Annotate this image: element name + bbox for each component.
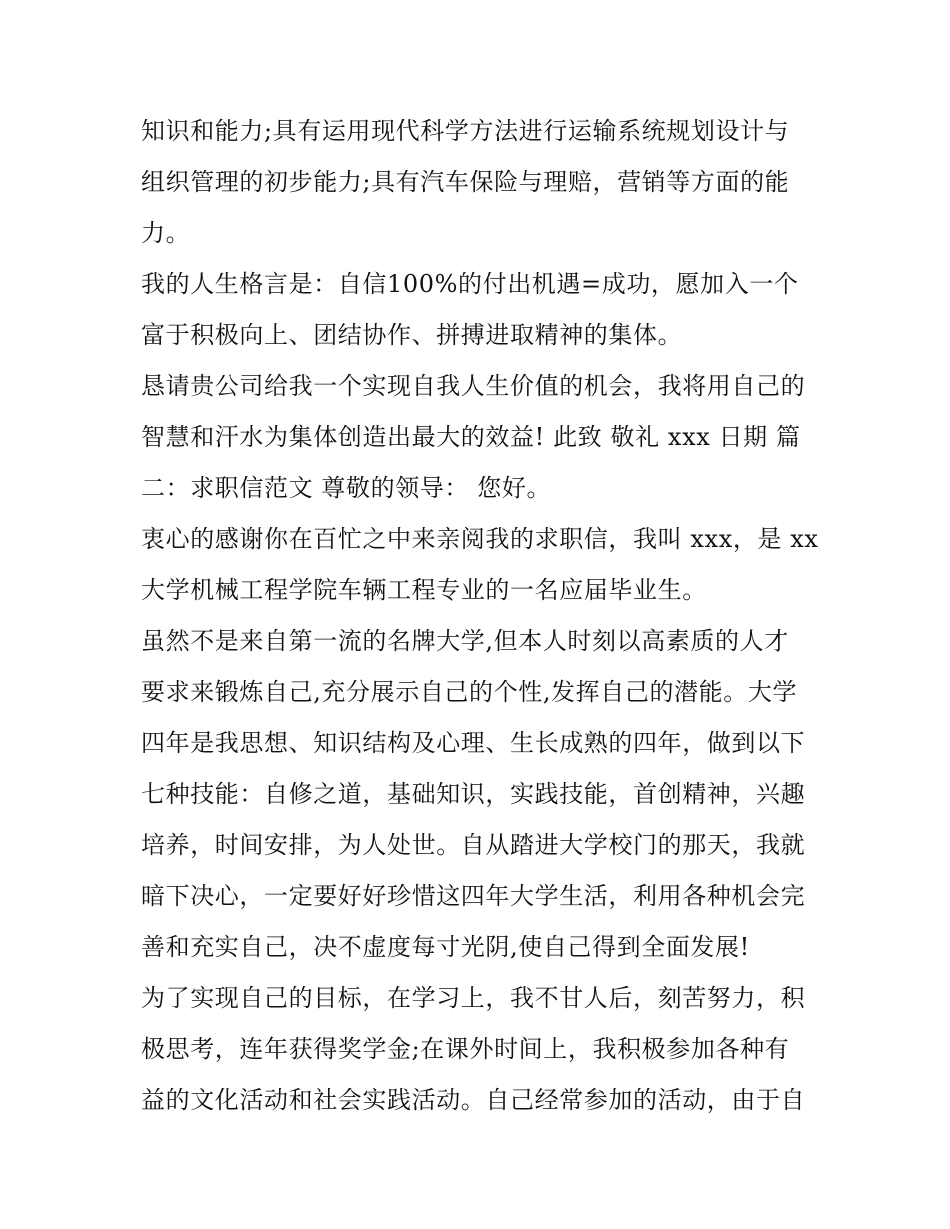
text-line: 知识和能力;具有运用现代科学方法进行运输系统规划设计与 — [141, 117, 790, 145]
text-line: 组织管理的初步能力;具有汽车保险与理赔，营销等方面的能 — [141, 168, 790, 196]
text-line: 为了实现自己的目标，在学习上，我不甘人后，刻苦努力，积 — [141, 984, 806, 1012]
text-line: 培养，时间安排，为人处世。自从踏进大学校门的那天，我就 — [141, 831, 806, 859]
text-line: 力。 — [141, 219, 191, 247]
text-line: 四年是我思想、知识结构及心理、生长成熟的四年，做到以下 — [141, 729, 806, 757]
text-line: 恳请贵公司给我一个实现自我人生价值的机会，我将用自己的 — [141, 372, 806, 400]
document-body — [141, 106, 821, 1126]
text-line: 二：求职信范文 尊敬的领导： 您好。 — [141, 474, 552, 502]
text-line: 暗下决心，一定要好好珍惜这四年大学生活，利用各种机会完 — [141, 882, 806, 910]
text-line: 虽然不是来自第一流的名牌大学,但本人时刻以高素质的人才 — [141, 627, 789, 655]
text-line: 益的文化活动和社会实践活动。自己经常参加的活动，由于自 — [141, 1086, 806, 1114]
text-line: 七种技能：自修之道，基础知识，实践技能，首创精神，兴趣 — [141, 780, 806, 808]
text-line: 善和充实自己，决不虚度每寸光阴,使自己得到全面发展! — [141, 933, 750, 961]
text-line: 智慧和汗水为集体创造出最大的效益! 此致 敬礼 xxx 日期 篇 — [141, 423, 801, 451]
text-line: 要求来锻炼自己,充分展示自己的个性,发挥自己的潜能。大学 — [141, 678, 798, 706]
text-line: 大学机械工程学院车辆工程专业的一名应届毕业生。 — [141, 576, 707, 604]
text-line: 极思考，连年获得奖学金;在课外时间上，我积极参加各种有 — [141, 1035, 790, 1063]
text-line: 衷心的感谢你在百忙之中来亲阅我的求职信，我叫 xxx，是 xx — [141, 525, 819, 553]
text-line: 富于积极向上、团结协作、拼搏进取精神的集体。 — [141, 321, 683, 349]
text-line: 我的人生格言是：自信100%的付出机遇=成功，愿加入一个 — [141, 270, 799, 298]
